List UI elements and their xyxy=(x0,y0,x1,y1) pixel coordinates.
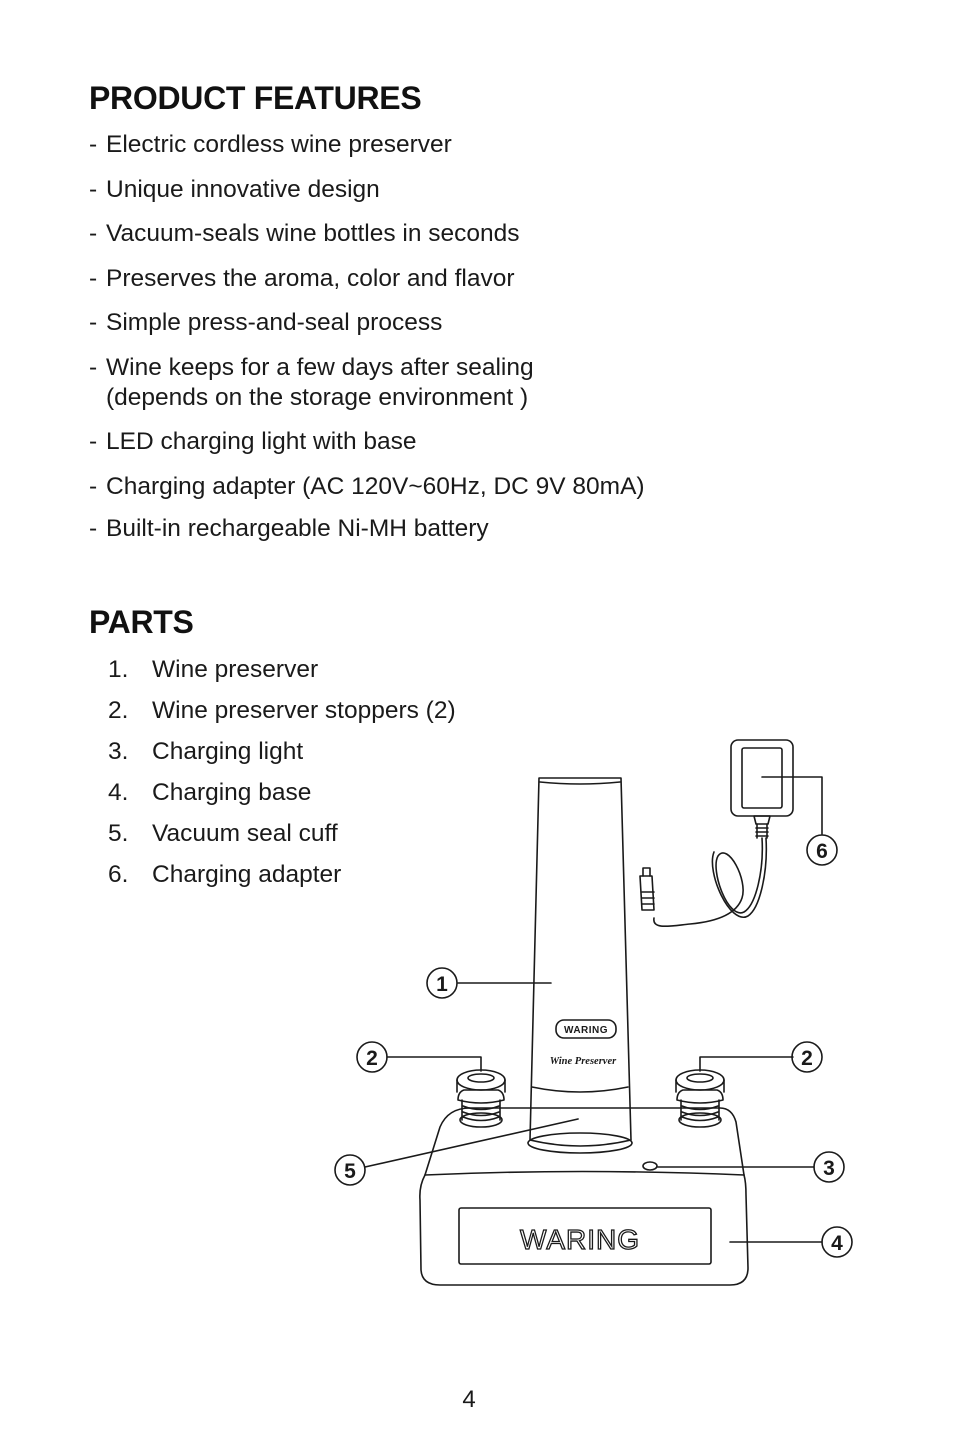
preserver-product-label: Wine Preserver xyxy=(549,1056,617,1067)
feature-item: - Built-in rechargeable Ni-MH battery xyxy=(89,515,489,542)
callout-6: 6 xyxy=(816,840,828,863)
feature-item: - Charging adapter (AC 120V~60Hz, DC 9V 80mA) xyxy=(89,473,645,500)
preserver-brand-logo: WARING xyxy=(563,1025,609,1036)
callout-2-left: 2 xyxy=(366,1047,378,1070)
charging-adapter xyxy=(640,740,793,926)
charging-base xyxy=(420,1108,748,1285)
feature-item: - Wine keeps for a few days after sealing (depends on the storage environment ) xyxy=(89,354,534,411)
base-brand-logo: WARING xyxy=(519,1224,641,1255)
feature-item: - Preserves the aroma, color and flavor xyxy=(89,265,515,292)
leader-line-6 xyxy=(762,777,822,834)
feature-item: - LED charging light with base xyxy=(89,428,417,455)
feature-item: - Vacuum-seals wine bottles in seconds xyxy=(89,220,520,247)
callout-4: 4 xyxy=(831,1232,843,1255)
leader-line-2-right xyxy=(700,1057,793,1071)
callout-5: 5 xyxy=(344,1160,356,1183)
part-item: 1. Wine preserver xyxy=(108,656,319,683)
feature-item: - Simple press-and-seal process xyxy=(89,309,443,336)
part-item: 5. Vacuum seal cuff xyxy=(108,820,338,847)
vacuum-seal-cuff xyxy=(532,1087,628,1092)
part-item: 3. Charging light xyxy=(108,738,304,765)
parts-heading: PARTS xyxy=(89,604,194,640)
stopper-left xyxy=(457,1070,505,1127)
page-number: 4 xyxy=(462,1386,476,1413)
part-item: 6. Charging adapter xyxy=(108,861,342,888)
feature-item: - Electric cordless wine preserver xyxy=(89,131,452,158)
callout-2-right: 2 xyxy=(801,1047,813,1070)
wine-preserver xyxy=(530,778,631,1146)
charging-light xyxy=(643,1162,657,1170)
part-item: 4. Charging base xyxy=(108,779,312,806)
leader-line-2-left xyxy=(387,1057,481,1071)
part-item: 2. Wine preserver stoppers (2) xyxy=(108,697,456,724)
callout-1: 1 xyxy=(436,973,448,996)
feature-item: - Unique innovative design xyxy=(89,176,380,203)
stopper-right xyxy=(676,1070,724,1127)
callout-3: 3 xyxy=(823,1157,835,1180)
product-features-heading: PRODUCT FEATURES xyxy=(89,80,422,116)
